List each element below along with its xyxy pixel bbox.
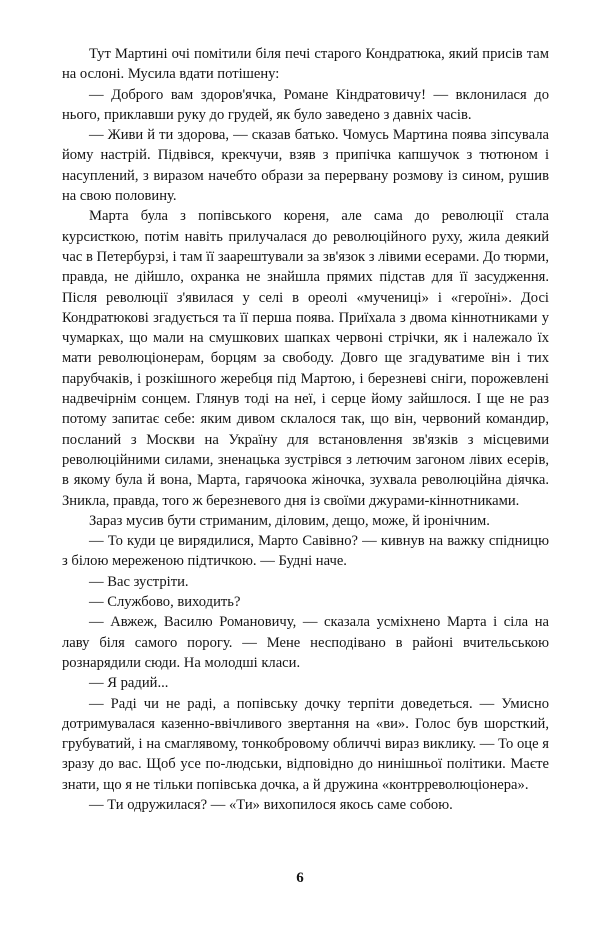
page-number: 6: [296, 870, 304, 886]
paragraph: Зараз мусив бути стриманим, діловим, дещо, може, й іронічним.: [89, 512, 490, 529]
paragraph: Марта була з попівського кореня, але сама до революції стала курсисткою, потім навіть прилучалася до революційного руху, жила деякий час в Петербурзі, і там її заарештували за зв'язок з лівими есерами. До тюрми, правда, не дійшло, охранка не знайшла прямих підстав для її засудження. Після революції з'явилася у селі в ореолі «мучениці» і «героїні». Досі Кондратюкові згадується та її перша поява. Приїхала з двома кіннотниками у чумарках, що мали на смушкових шапках червоні стрічки, як і належало їх мати революціонерам, борцям за свободу. Довго ще згадуватиме він і тих парубчаків, і розкішного жеребця під Мартою, і березневі сніги, порожевлені надвечірнім сонцем. Глянув тоді на неї, і серце йому зайшлося. І ще не раз потому запитає себе: яким дивом склалося так, що він, червоний командир, посланий з Москви на Україну для встановлення зв'язків з місцевими революційними силами, зненацька зустрівся з летючим загоном лівих есерів, в якому була й вона, Марта, гарячоока жіночка, зухвала революційна діячка. Зникла, правда, того ж березневого дня із своїми джурами-кіннотниками.: [62, 208, 549, 509]
paragraph: — Раді чи не раді, а попівську дочку терпіти доведеться. — Умисно дотримувалася казенно-ввічливого звертання на «ви». Голос був шорсткий, грубуватий, і на смаглявому, тонкобровому обличчі вираз виклику. — То оце я зразу до вас. Щоб усе по-людськи, відповідно до нинішньої політики. Маєте знати, що я не тільки попівська дочка, а й дружина «контрреволюціонера».: [62, 695, 549, 793]
paragraph: — Живи й ти здорова, — сказав батько. Чомусь Мартина поява зіпсувала йому настрій. Підвівся, крекчучи, взяв з припічка капшучок з тютюном і насуплений, з виразом начебто образи за перервану розмову із сином, рушив на свою половину.: [62, 127, 549, 205]
paragraph: — Авжеж, Василю Романовичу, — сказала усміхнено Марта і сіла на лаву біля самого порогу. — Мене несподівано в районі вчительською рознарядили сюди. На молодші класи.: [62, 614, 549, 671]
paragraph: — Ти одружилася? — «Ти» вихопилося якось саме собою.: [89, 796, 453, 813]
paragraph: — Службово, виходить?: [89, 594, 241, 611]
paragraph: — Вас зустріти.: [89, 573, 189, 590]
page-body: [62, 44, 549, 815]
paragraph: — Доброго вам здоров'ячка, Романе Кіндратовичу! — вклонилася до нього, приклавши руку до грудей, як було заведено з давніх часів.: [62, 86, 549, 123]
paragraph: — Я радий...: [89, 675, 169, 692]
paragraph: Тут Мартині очі помітили біля печі старого Кондратюка, який присів там на ослоні. Мусила вдати потішену:: [62, 46, 549, 83]
paragraph: — То куди це вирядилися, Марто Савівно? — кивнув на важку спідницю з білою мереженою підтичкою. — Будні наче.: [62, 533, 549, 570]
